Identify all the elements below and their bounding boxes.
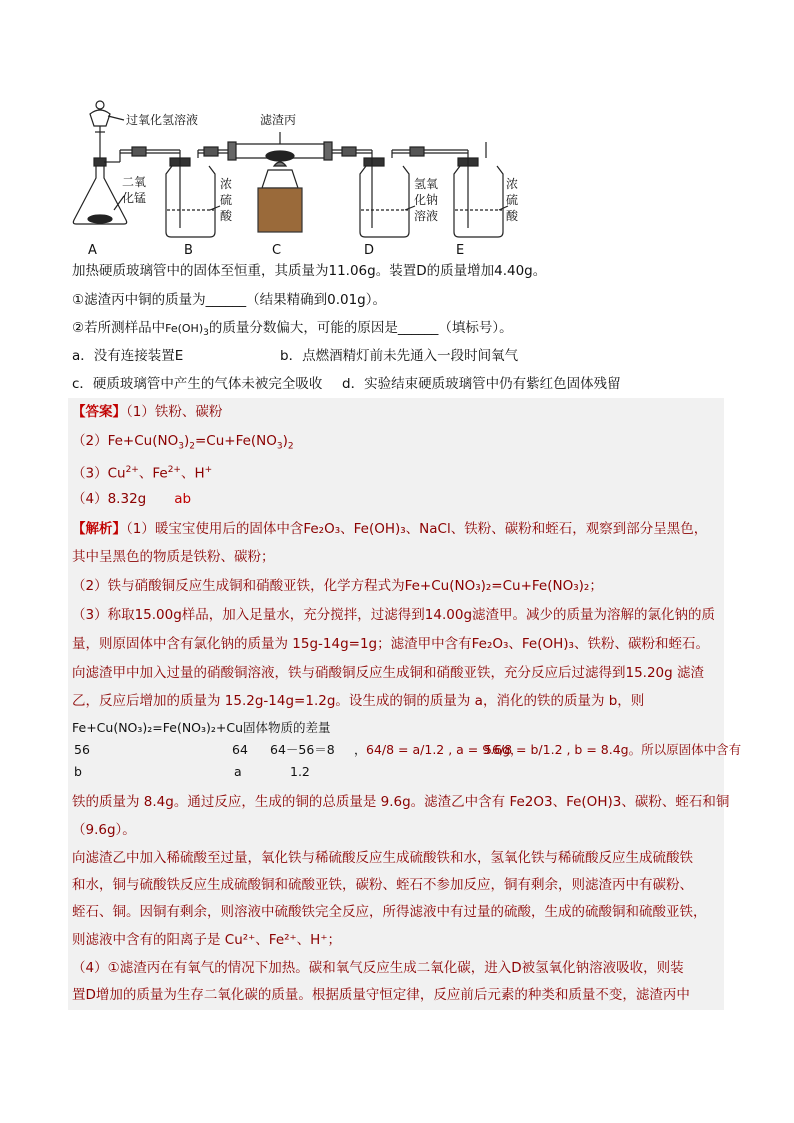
answer-line-3: $(3)Cu^{2+}$、$Fe^{2+}$、H+ — [72, 465, 213, 482]
label-residue: 滤渣丙 — [260, 113, 297, 127]
eq-cu-mass: 64 — [232, 742, 248, 757]
analysis-line-1: 【解析】（1）暖宝宝使用后的固体中含Fe₂O₃、Fe(OH)₃、NaCl、铁粉、碳粉和蛭石，观察到部分呈黑色， — [72, 521, 708, 537]
mass-increase: 4.40g — [494, 263, 533, 279]
answer-line-2: $(2)Fe+Cu(NO_3)_2=Cu+Fe(NO_3)_2$ — [72, 433, 294, 452]
solid-mass: 11.06g — [328, 263, 376, 279]
apparatus-label-c: C — [272, 243, 282, 258]
label-h2so4-b: 浓硫酸 — [220, 177, 233, 223]
analysis-line-13: 向滤渣乙中加入稀硫酸至过量，氧化铁与稀硫酸反应生成硫酸铁和水，氢氧化铁与稀硫酸反应生成硫酸铁 — [72, 850, 693, 866]
analysis-line-5: 量，则原固体中含有氯化钠的质量为 15g-14g=1g；滤渣甲中含有Fe₂O₃、Fe(OH)₃、铁粉、碳粉和蛭石。 — [72, 636, 709, 652]
option-d: d．实验结束硬质玻璃管中仍有紫红色固体残留 — [342, 376, 621, 392]
question-1: ①滤渣丙中铜的质量为______（结果精确到0.01g）。 — [72, 292, 386, 308]
option-c: c．硬质玻璃管中产生的气体未被完全吸收 — [72, 376, 323, 392]
apparatus-label-a: A — [88, 243, 97, 258]
analysis-line-11: 铁的质量为 8.4g。通过反应，生成的铜的总质量是 9.6g。滤渣乙中含有 Fe2O3、Fe(OH)3、碳粉、蛭石和铜 — [72, 794, 730, 810]
eq-solve-a: 64/8 = a/1.2 , a = 9.6g， — [366, 742, 523, 757]
option-b: b．点燃酒精灯前未先通入一段时间氧气 — [280, 348, 519, 364]
analysis-line-12: （9.6g）。 — [72, 822, 136, 838]
eq-12: 1.2 — [290, 764, 310, 779]
apparatus-label-e: E — [456, 243, 465, 258]
analysis-line-15: 蛭石、铜。因铜有剩余，则溶液中硫酸铁完全反应，所得滤液中有过量的硫酸，生成的硫酸铜和硫酸亚铁， — [72, 904, 707, 920]
eq-diff: 64－56＝8 — [270, 742, 335, 757]
eq-a: a — [234, 764, 242, 779]
option-a: a．没有连接装置E — [72, 348, 184, 364]
question-intro: 加热硬质玻璃管中的固体至恒重，其质量为11.06g。装置D的质量增加4.40g。 — [72, 263, 547, 279]
eq-fe-mass: 56 — [74, 742, 90, 757]
analysis-tag: 【解析】 — [72, 521, 126, 537]
analysis-line-3: （2）铁与硝酸铜反应生成铜和硝酸亚铁，化学方程式为Fe+Cu(NO₃)₂=Cu+Fe(NO₃)₂； — [72, 578, 603, 594]
eq-solve-b: 56/8 = b/1.2 , b = 8.4g。所以原固体中含有 — [484, 742, 742, 757]
analysis-line-18: 置D增加的质量为生存二氧化碳的质量。根据质量守恒定律，反应前后元素的种类和质量不变，滤渣丙中 — [72, 987, 690, 1003]
analysis-line-14: 和水，铜与硫酸铁反应生成硫酸铜和硫酸亚铁，碳粉、蛭石不参加反应，铜有剩余，则滤渣丙中有碳粉、 — [72, 877, 693, 893]
analysis-line-7: 乙，反应后增加的质量为 15.2g-14g=1.2g。设生成的铜的质量为 a，消化的铁的质量为 b，则 — [72, 693, 645, 709]
eq-b: b — [74, 764, 82, 779]
question-2: ②若所测样品中$Fe(OH)_3$的质量分数偏大，可能的原因是______（填标号）。 — [72, 320, 513, 339]
label-naoh: 氢氧化钠溶液 — [414, 177, 439, 223]
analysis-line-4: （3）称取15.00g样品，加入足量水，充分搅拌，过滤得到14.00g滤渣甲。减少的质量为溶解的氯化钠的质 — [72, 607, 716, 623]
answer-tag: 【答案】 — [72, 404, 126, 420]
apparatus-label-d: D — [364, 243, 375, 258]
formula-feoh3: $Fe(OH)_3$ — [165, 322, 209, 339]
intro-text: 加热硬质玻璃管中的固体至恒重，其质量为 — [72, 263, 329, 279]
analysis-line-2: 其中呈黑色的物质是铁粉、碳粉； — [72, 549, 275, 565]
analysis-line-6: 向滤渣甲中加入过量的硝酸铜溶液，铁与硝酸铜反应生成铜和硝酸亚铁，充分反应后过滤得到15.20g 滤渣 — [72, 665, 705, 681]
label-mno2: 二氧化锰 — [122, 175, 147, 205]
answer-line-1: 【答案】（1）铁粉、碳粉 — [72, 404, 223, 420]
analysis-line-17: （4）①滤渣丙在有氧气的情况下加热。碳和氧气反应生成二氧化碳，进入D被氢氧化钠溶液吸收，则装 — [72, 960, 684, 976]
apparatus-label-b: B — [184, 243, 193, 258]
intro-text-2: 。装置D的质量增加 — [375, 263, 495, 279]
analysis-line-16: 则滤液中含有的阳离子是 Cu²⁺、Fe²⁺、H⁺； — [72, 932, 341, 948]
answer-line-4: （4）8.32g ab — [72, 491, 192, 507]
label-h2o2: 过氧化氢溶液 — [126, 113, 199, 127]
label-h2so4-e: 浓硫酸 — [506, 177, 519, 223]
apparatus-diagram — [60, 92, 520, 262]
analysis-equation: Fe+Cu(NO₃)₂=Fe(NO₃)₂+Cu固体物质的差量 — [72, 720, 331, 735]
